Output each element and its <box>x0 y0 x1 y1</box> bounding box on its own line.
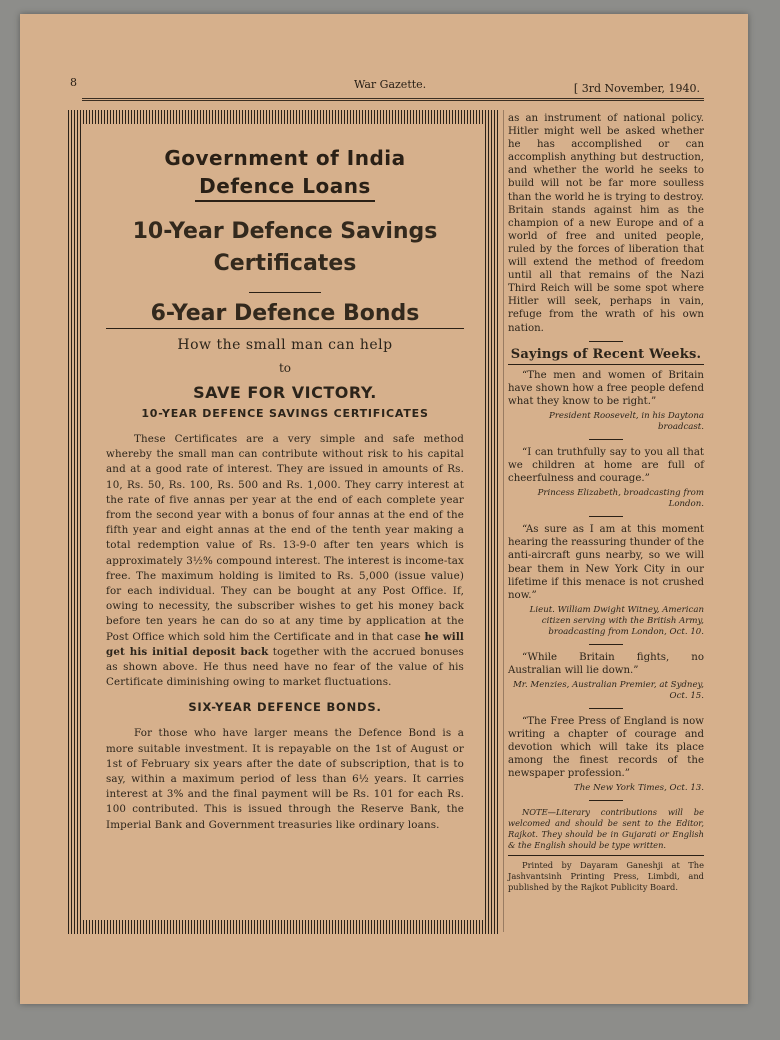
ad-heading-line1: Government of India <box>164 146 406 170</box>
bonds-subheading: SIX-YEAR DEFENCE BONDS. <box>188 700 382 715</box>
divider <box>589 439 623 440</box>
divider <box>589 341 623 342</box>
saying-quote: “The Free Press of England is now writing a chapter of courage and devotion which will take its place among the finest records of the newspaper profession.” <box>508 716 704 780</box>
article-continuation: as an instrument of national policy. Hitler might well be asked whether he has accomplished or can accomplish anything but destruction, and whether the world he seeks to build will not be far more soulless than the world he is trying to destroy. Britain stands against him as the champion of a new Europe and of a world of free and united people, ruled by the forces of liberation that will extend the method of freedom until all that remains of the Nazi Third Reich will be some spot where Hitler will seek, perhaps in vain, refuge from the wrath of his own nation. <box>508 113 704 334</box>
divider <box>589 516 623 517</box>
gazette-title: War Gazette. <box>354 78 427 91</box>
certificates-title: 10-Year Defence Savings Certificates <box>132 219 438 276</box>
bonds-paragraph: For those who have larger means the Defence Bond is a more suitable investment. It is repayable on the 1st of August or 1st of February six years after the date of subscription, that is to say, within a maximum period of less than 6½ years. It carries interest at 3% and the final payment will be Rs. 101 for each Rs. 100 contributed. This is issued through the Reserve Bank, the Imperial Bank and Government treasuries like ordinary loans. <box>106 727 464 831</box>
saying-quote: “While Britain fights, no Australian will lie down.” <box>508 651 704 676</box>
header-rule <box>82 98 704 101</box>
saying-attribution: President Roosevelt, in his Daytona broadcast. <box>549 410 704 432</box>
certificates-subheading: 10-YEAR DEFENCE SAVINGS CERTIFICATES <box>141 407 429 420</box>
saying-attribution: Lieut. William Dwight Witney, American citizen serving with the British Army, broadcasting from London, Oct. 10. <box>529 604 704 637</box>
sayings-title: Sayings of Recent Weeks. <box>508 348 704 365</box>
divider <box>589 644 623 645</box>
issue-date: [ 3rd November, 1940. <box>573 82 700 95</box>
save-for-victory: SAVE FOR VICTORY. <box>193 383 377 402</box>
defence-loans-advertisement <box>68 110 498 934</box>
editor-note: NOTE—Literary contributions will be welcomed and should be sent to the Editor, Rajkot. They should be in Gujarati or English & the English should be type written. <box>508 807 704 851</box>
ad-heading-line2: Defence Loans <box>195 172 375 202</box>
certificates-text-end: together with the accrued bonuses as shown above. He thus need have no fear of the value of his Certificate diminishing owing to market fluctuations. <box>106 645 464 689</box>
certificates-text: These Certificates are a very simple and safe method whereby the small man can contribute without risk to his capital and at a good rate of interest. They are issued in amounts of Rs. 10, Rs. 50, Rs. 100, Rs. 500 and Rs. 1,000. They carry interest at the rate of five annas per year at the end of each complete year from the second year with a bonus of four annas at the end of the fifth year and eight annas at the end of the tenth year making a total redemption value of Rs. 13-9-0 after ten years which is approximately 3½% compound interest. The interest is income-tax free. The maximum holding is limited to Rs. 5,000 (issue value) for each individual. They can be bought at any Post Office. If, owing to necessity, the subscriber wishes to get his money back before ten years he can do so at any time by application at the Post Office which sold him the Certificate and in that case <box>106 433 464 643</box>
saying-quote: “As sure as I am at this moment hearing the reassuring thunder of the anti-aircraft guns nearby, so we will bear them in New York City in our lifetime if this menace is not crushed now.” <box>508 524 704 601</box>
page-header <box>64 74 704 94</box>
printer-imprint: Printed by Dayaram Ganeshji at The Jashvantsinh Printing Press, Limbdi, and published by the Rajkot Publicity Board. <box>508 855 704 893</box>
tagline: How the small man can help <box>177 337 393 353</box>
divider <box>249 292 321 293</box>
saying-quote: “I can truthfully say to you all that we children at home are full of cheerfulness and courage.” <box>508 446 704 485</box>
divider <box>589 708 623 709</box>
saying-attribution: Mr. Menzies, Australian Premier, at Sydney, Oct. 15. <box>512 680 704 701</box>
tagline-to: to <box>278 361 292 375</box>
page-number: 8 <box>70 76 77 89</box>
certificates-paragraph <box>106 432 464 690</box>
advertisement-body <box>82 124 484 920</box>
divider <box>589 800 623 801</box>
saying-quote: “The men and women of Britain have shown how a free people defend what they know to be right.” <box>508 369 704 407</box>
bonds-title: 6-Year Defence Bonds <box>106 301 464 329</box>
saying-attribution: The New York Times, Oct. 13. <box>574 783 704 794</box>
ad-heading <box>106 144 464 202</box>
certificates-bold-text: he will get his initial deposit back <box>106 630 464 658</box>
right-column <box>508 112 704 893</box>
column-divider <box>503 110 504 932</box>
saying-attribution: Princess Elizabeth, broadcasting from London. <box>537 488 704 510</box>
